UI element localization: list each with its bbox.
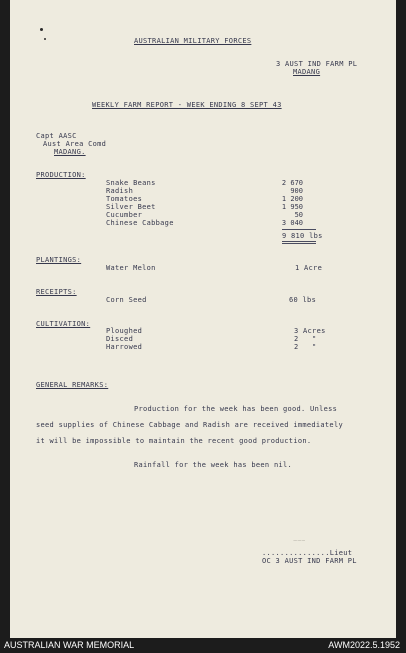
header-title: AUSTRALIAN MILITARY FORCES: [134, 37, 252, 45]
receipts-item: Corn Seed: [106, 296, 147, 304]
footer-accession: AWM2022.5.1952: [328, 640, 400, 650]
signature-scrawl: ~~~: [293, 538, 306, 545]
production-qty: 1 200: [281, 195, 303, 203]
production-total: 9 810 lbs: [282, 232, 323, 240]
remarks-label: GENERAL REMARKS:: [36, 381, 109, 389]
production-item: Snake Beans: [106, 179, 156, 187]
remarks-line: Production for the week has been good. Unless: [134, 405, 338, 413]
cultivation-qty: 3 Acres: [294, 327, 326, 335]
signature-title: OC 3 AUST IND FARM PL: [262, 557, 357, 565]
cultivation-item: Ploughed: [106, 327, 143, 335]
production-qty: 1 950: [281, 203, 303, 211]
addressee-line: Capt AASC: [36, 132, 77, 140]
header-location: MADANG: [293, 68, 321, 76]
receipts-qty: 60 lbs: [289, 296, 317, 304]
cultivation-qty: 2 ": [294, 335, 317, 343]
production-qty: 2 670: [281, 179, 303, 187]
total-rule: [282, 241, 316, 242]
total-rule: [282, 243, 316, 244]
production-item: Radish: [106, 187, 134, 195]
document-page: [10, 0, 396, 638]
production-item: Tomatoes: [106, 195, 143, 203]
plantings-label: PLANTINGS:: [36, 256, 82, 264]
plantings-item: Water Melon: [106, 264, 156, 272]
production-qty: 900: [290, 187, 303, 195]
footer-institution: AUSTRALIAN WAR MEMORIAL: [4, 640, 135, 650]
archive-footer: [0, 638, 406, 653]
production-qty: 50: [294, 211, 303, 219]
production-label: PRODUCTION:: [36, 171, 86, 179]
production-item: Cucumber: [106, 211, 143, 219]
punch-hole-mark: [40, 28, 43, 31]
total-rule: [282, 229, 316, 230]
production-item: Silver Beet: [106, 203, 156, 211]
header-unit: 3 AUST IND FARM PL: [276, 60, 358, 68]
cultivation-label: CULTIVATION:: [36, 320, 91, 328]
cultivation-item: Disced: [106, 335, 134, 343]
signature-line: ...............Lieut: [262, 549, 353, 557]
report-title: WEEKLY FARM REPORT - WEEK ENDING 8 SEPT 43: [92, 101, 282, 109]
addressee-line: Aust Area Comd: [43, 140, 107, 148]
remarks-line: Rainfall for the week has been nil.: [134, 461, 293, 469]
cultivation-qty: 2 ": [294, 343, 317, 351]
remarks-line: it will be impossible to maintain the recent good production.: [36, 437, 312, 445]
plantings-qty: 1 Acre: [295, 264, 323, 272]
punch-hole-mark: [44, 38, 46, 40]
remarks-line: seed supplies of Chinese Cabbage and Radish are received immediately: [36, 421, 343, 429]
production-item: Chinese Cabbage: [106, 219, 174, 227]
cultivation-item: Harrowed: [106, 343, 143, 351]
receipts-label: RECEIPTS:: [36, 288, 77, 296]
production-qty: 3 040: [281, 219, 303, 227]
addressee-line: MADANG.: [54, 148, 86, 156]
